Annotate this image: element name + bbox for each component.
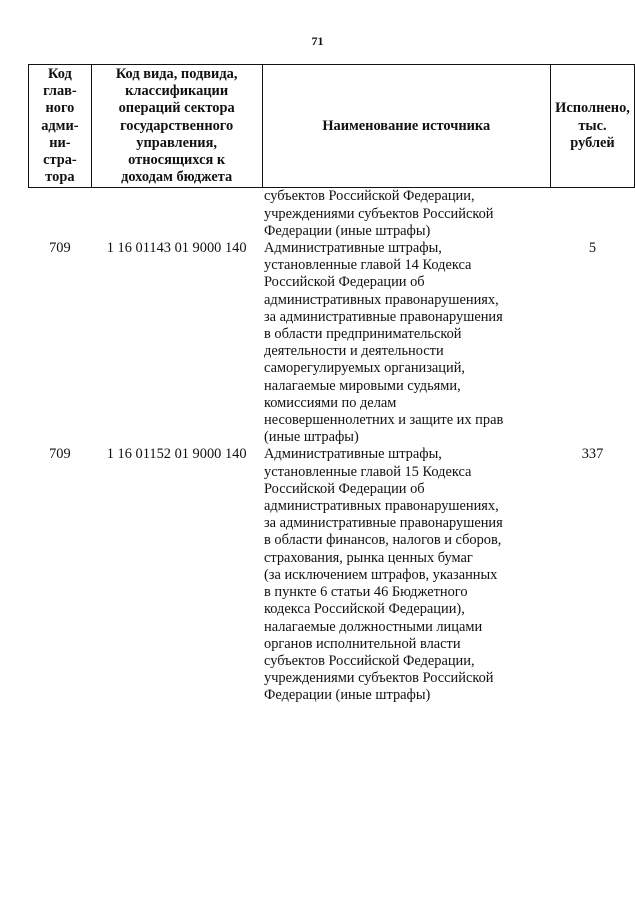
header-line: доходам бюджета [121,169,233,186]
cell-source-name [262,188,551,240]
table-row [29,240,635,446]
name-line: деятельности и деятельности [264,343,444,360]
name-line: комиссиями по делам [264,394,397,411]
name-line: Российской Федерации об [264,274,425,291]
header-line: адми- [41,117,79,134]
table-row-carryover [29,188,635,240]
name-line: учреждениями субъектов Российской [264,205,494,222]
cell-class-code [91,188,262,240]
header-line: стра- [43,152,77,169]
header-line: ни- [49,134,71,151]
name-line: налагаемые мировыми судьями, [264,377,461,394]
cell-admin-code [29,188,92,240]
name-line: административных правонарушениях, [264,498,499,515]
name-line: страхования, рынка ценных бумаг [264,549,473,566]
name-line: (за исключением штрафов, указанных [264,566,498,583]
name-line: за административные правонарушения [264,308,503,325]
name-line: Административные штрафы, [264,240,442,257]
table-row [29,446,635,704]
cell-admin-code: 709 [49,446,71,463]
header-line: государственного [120,117,234,134]
header-admin-code [29,65,92,188]
cell-class-code: 1 16 01152 01 9000 140 [106,446,247,463]
page-number: 71 [311,34,324,48]
name-line: в области предпринимательской [264,326,462,343]
name-line: в пункте 6 статьи 46 Бюджетного [264,584,468,601]
header-source-name: Наименование источника [262,65,551,188]
header-line: рублей [570,134,615,151]
cell-admin-code: 709 [49,240,71,257]
header-class-code [91,65,262,188]
header-line: Исполнено, [555,100,630,117]
header-line: Код [48,66,72,82]
header-line: операций сектора [118,100,235,117]
header-line: классификации [125,83,229,100]
header-line: ного [45,100,75,117]
name-line: субъектов Российской Федерации, [264,652,475,669]
name-line: Административные штрафы, [264,446,442,463]
name-line: налагаемые должностными лицами [264,618,483,635]
cell-amount [551,188,635,240]
name-line: учреждениями субъектов Российской [264,670,494,687]
table-header-row [29,65,635,188]
revenue-source-table [28,64,635,705]
header-line: тыс. [578,117,607,134]
name-line: субъектов Российской Федерации, [264,188,475,205]
header-line: тора [45,169,75,186]
header-line: относящихся к [128,152,226,169]
name-line: Федерации (иные штрафы) [264,222,431,239]
name-line: за административные правонарушения [264,515,503,532]
name-line: саморегулируемых организаций, [264,360,466,377]
cell-source-name [262,446,551,704]
header-line: глав- [43,83,77,100]
name-line: Федерации (иные штрафы) [264,687,431,704]
name-line: Российской Федерации об [264,480,425,497]
name-line: несовершеннолетних и защите их прав [264,412,504,429]
name-line: установленные главой 15 Кодекса [264,463,472,480]
name-line: в области финансов, налогов и сборов, [264,532,502,549]
name-line: установленные главой 14 Кодекса [264,257,472,274]
cell-amount: 337 [581,446,604,463]
name-line: (иные штрафы) [264,429,359,446]
cell-source-name [262,240,551,446]
name-line: кодекса Российской Федерации), [264,601,465,618]
header-line: Код вида, подвида, [115,66,238,82]
header-executed [551,65,635,188]
header-line: управления, [136,134,217,151]
name-line: административных правонарушениях, [264,291,499,308]
cell-amount: 5 [588,240,597,257]
name-line: органов исполнительной власти [264,635,461,652]
cell-class-code: 1 16 01143 01 9000 140 [106,240,247,257]
